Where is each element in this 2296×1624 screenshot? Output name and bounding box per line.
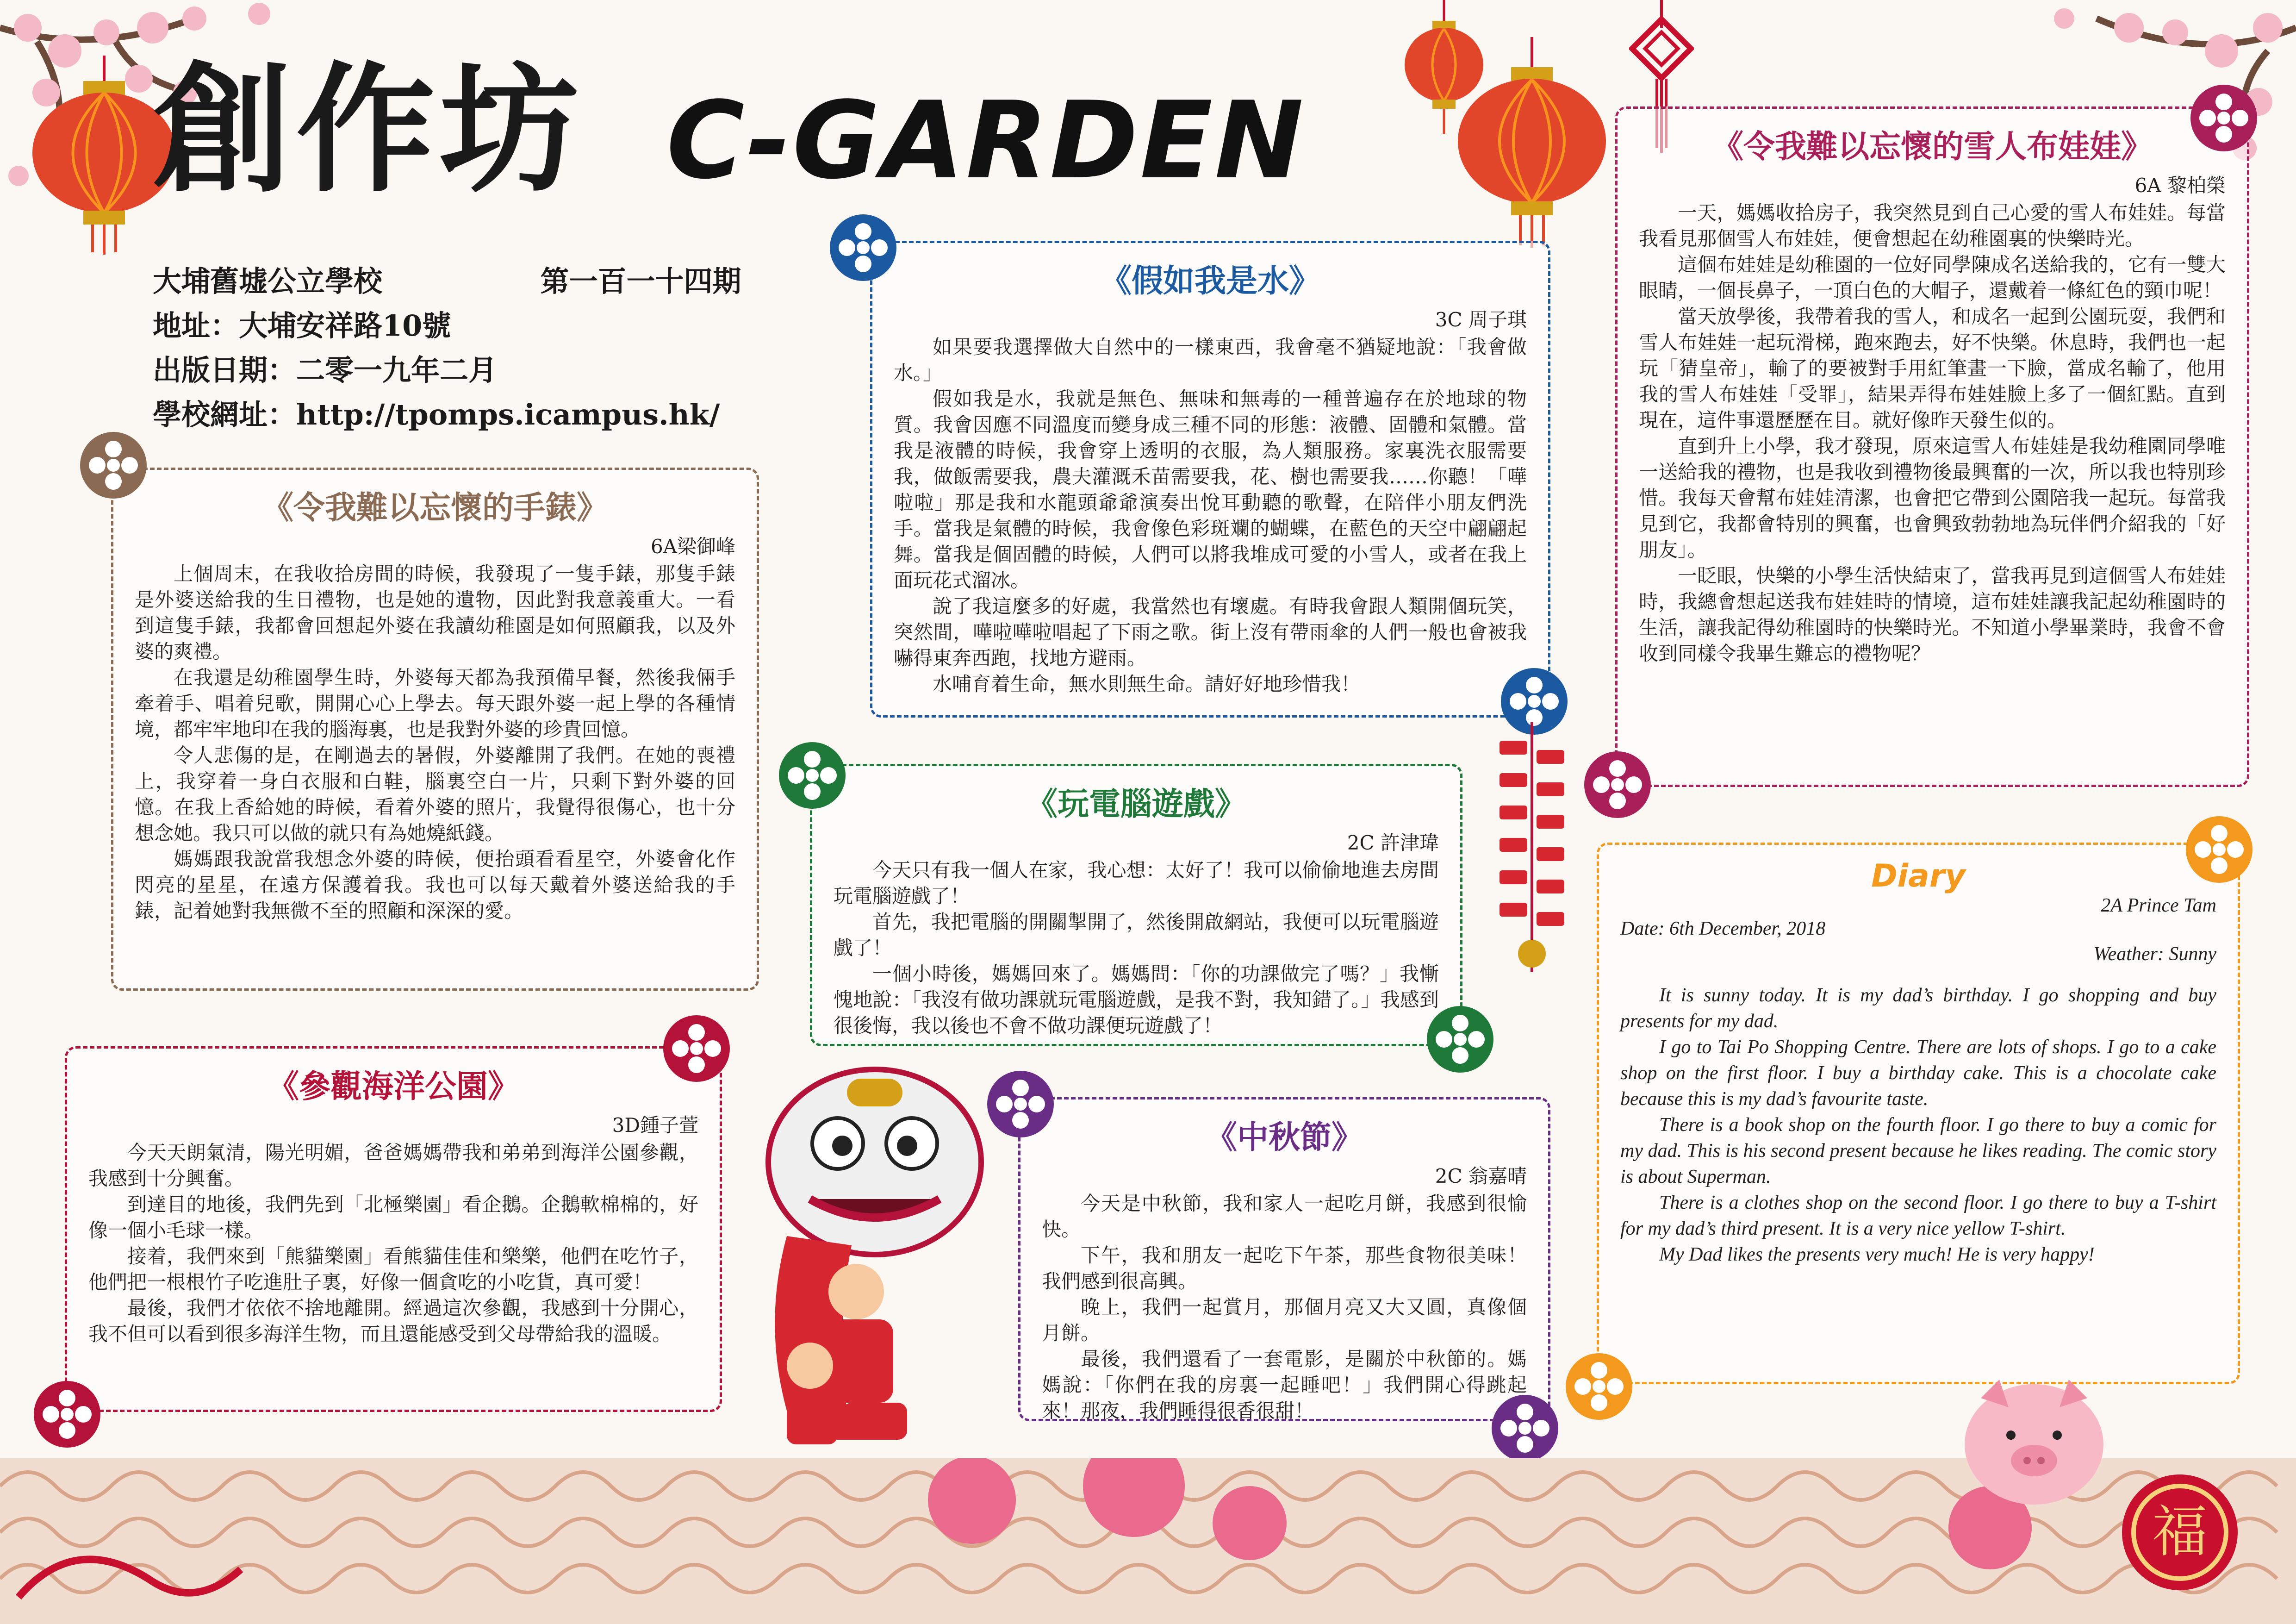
article-ocean-author: 3D鍾子萱 xyxy=(612,1114,698,1137)
diary-meta xyxy=(1620,894,2216,964)
flower-badge-icon xyxy=(79,431,148,500)
school-info xyxy=(153,259,824,437)
school-name: 大埔舊墟公立學校 第一百一十四期 xyxy=(153,264,741,298)
lantern-right xyxy=(1453,37,1611,250)
flower-badge-icon xyxy=(662,1014,731,1083)
article-midautumn-author: 2C 翁嘉晴 xyxy=(1435,1165,1527,1187)
article-midautumn xyxy=(1018,1097,1550,1421)
article-game-author: 2C 許津瑋 xyxy=(1347,831,1439,854)
article-doll xyxy=(1615,106,2249,787)
wave-pattern-band xyxy=(0,1458,2296,1624)
flower-badge-icon xyxy=(1425,1005,1495,1074)
flower-badge-icon xyxy=(2189,83,2259,153)
flower-badge-icon xyxy=(828,213,898,282)
firecracker-icon xyxy=(1490,722,1574,981)
fu-character: 福 xyxy=(2152,1500,2208,1564)
flower-badge-icon xyxy=(2184,815,2254,884)
article-midautumn-body: 今天是中秋節，我和家人一起吃月餅，我感到很愉快。 下午，我和朋友一起吃下午茶，那些食物很美味！我們感到很高興。 晚上，我們一起賞月，那個月亮又大又圓，真像個月餅。 最後，我們還看了一套電影，是關於中秋節的。媽媽說：「你們在我的房裏一起睡吧！」我們開心得跳起來！那夜，我們睡得很香很甜！ xyxy=(1042,1192,1527,1422)
flower-badge-icon xyxy=(778,741,847,810)
fu-seal-icon xyxy=(2120,1472,2240,1593)
article-doll-author: 6A 黎柏榮 xyxy=(2134,174,2226,197)
flower-badge-icon xyxy=(1490,1393,1560,1463)
article-watch-author: 6A梁御峰 xyxy=(650,535,735,558)
article-game-title: 《玩電腦遊戲》 xyxy=(1026,786,1246,823)
article-diary-title: Diary xyxy=(1871,858,1966,894)
flower-badge-icon xyxy=(1583,750,1652,819)
article-game-body: 今天只有我一個人在家，我心想：太好了！我可以偷偷地進去房間玩電腦遊戲了！ 首先，我把電腦的開關掣開了，然後開啟網站，我便可以玩電腦遊戲了！ 一個小時後，媽媽回來了。媽媽問：「你的功課做完了嗎？」我慚愧地說：「我沒有做功課就玩電腦遊戲，是我不對，我知錯了。」我感到很後悔，我以後也不會不做功課便玩遊戲了！ xyxy=(834,859,1439,1037)
article-water-body: 如果要我選擇做大自然中的一樣東西，我會毫不猶疑地說：「我會做水。」 假如我是水，我就是無色、無味和無毒的一種普遍存在於地球的物質。我會因應不同溫度而變身成三種不同的形態：液體、固體和氣體。當我是液體的時候，我會穿上透明的衣服，為人類服務。家裏洗衣服需要我，做飯需要我，農夫灌溉禾苗需要我，花、樹也需要我……你聽！「嘩啦啦」那是我和水龍頭爺爺演奏出悅耳動聽的歌聲，在陪伴小朋友們洗手。當我是氣體的時候，我會像色彩斑斕的蝴蝶，在藍色的天空中翩翩起舞。當我是個固體的時候，人們可以將我堆成可愛的小雪人，或者在我上面玩花式溜冰。 說了我這麼多的好處，我當然也有壞處。有時我會跟人類開個玩笑，突然間，嘩啦嘩啦唱起了下雨之歌。街上沒有帶雨傘的人們一般也會被我嚇得東奔西跑，找地方避雨。 水哺育着生命，無水則無生命。請好好地珍惜我！ xyxy=(894,336,1527,695)
diary-date: Date: 6th December, 2018 xyxy=(1620,918,1826,939)
article-watch xyxy=(111,468,759,991)
school-website[interactable]: 學校網址：http://tpomps.icampus.hk/ xyxy=(153,398,720,431)
article-ocean-body: 今天天朗氣清，陽光明媚，爸爸媽媽帶我和弟弟到海洋公園參觀，我感到十分興奮。 到達目的地後，我們先到「北極樂園」看企鵝。企鵝軟棉棉的，好像一個小毛球一樣。 接着，我們來到「熊貓樂園」看熊貓佳佳和樂樂，他們在吃竹子，他們把一根根竹子吃進肚子裏，好像一個貪吃的小吃貨，真可愛！ 最後，我們才依依不捨地離開。經過這次參觀，我感到十分開心，我不但可以看到很多海洋生物，而且還能感受到父母帶給我的溫暖。 xyxy=(88,1141,698,1345)
school-address: 地址：大埔安祥路10號 xyxy=(153,309,451,343)
article-diary xyxy=(1597,843,2240,1384)
masthead-title-english: C-GARDEN xyxy=(666,79,1306,203)
pig-illustration xyxy=(1958,1370,2110,1509)
article-doll-body: 一天，媽媽收拾房子，我突然見到自己心愛的雪人布娃娃。每當我看見那個雪人布娃娃，便會想起在幼稚園裏的快樂時光。 這個布娃娃是幼稚園的一位好同學陳成名送給我的，它有一雙大眼睛，一個長鼻子，一頂白色的大帽子，還戴着一條紅色的頸巾呢！ 當天放學後，我帶着我的雪人，和成名一起到公園玩耍，我們和雪人布娃娃一起玩滑梯，跑來跑去，好不快樂。休息時，我們也一起玩「猜皇帝」，輸了的要被對手用紅筆畫一下臉，當成名輸了，他用我的雪人布娃娃「受罪」，結果弄得布娃娃臉上多了一個紅點。直到現在，這件事還歷歷在目。就好像昨天發生似的。 直到升上小學，我才發現，原來這雪人布娃娃是我幼稚園同學唯一送給我的禮物，也是我收到禮物後最興奮的一次，所以我也特別珍惜。我每天會幫布娃娃清潔，也會把它帶到公園陪我一起玩。每當我見到它，我都會特別的興奮，也會興致勃勃地為玩伴們介紹我的「好朋友」。 一眨眼，快樂的小學生活快結束了，當我再見到這個雪人布娃娃時，我總會想起送我布娃娃時的情境，這布娃娃讓我記起幼稚園時的生活，讓我記得幼稚園時的快樂時光。不知道小學畢業時，我會不會收到同樣令我畢生難忘的禮物呢？ xyxy=(1639,201,2226,665)
article-water-author: 3C 周子琪 xyxy=(1435,308,1527,331)
issue-number: 第一百一十四期 xyxy=(540,264,741,298)
flower-badge-icon xyxy=(1564,1352,1634,1421)
article-midautumn-title: 《中秋節》 xyxy=(1205,1119,1363,1156)
diary-author: 2A Prince Tam xyxy=(2101,895,2216,916)
flower-badge-icon xyxy=(986,1069,1055,1139)
article-water-title: 《假如我是水》 xyxy=(1100,262,1320,300)
diary-weather: Weather: Sunny xyxy=(2093,943,2216,965)
article-watch-title: 《令我難以忘懷的手錶》 xyxy=(261,489,608,526)
article-doll-title: 《令我難以忘懷的雪人布娃娃》 xyxy=(1711,128,2153,165)
flower-badge-icon xyxy=(32,1380,102,1449)
article-ocean-title: 《參觀海洋公園》 xyxy=(267,1068,519,1105)
masthead-title-chinese: 創作坊 xyxy=(153,48,583,211)
article-watch-body: 上個周末，在我收拾房間的時候，我發現了一隻手錶，那隻手錶是外婆送給我的生日禮物，也是她的遺物，因此對我意義重大。一看到這隻手錶，我都會回想起外婆在我讀幼稚園是如何照顧我，以及外婆的爽禮。 在我還是幼稚園學生時，外婆每天都為我預備早餐，然後我倆手牽着手、唱着兒歌，開開心心上學去。每天跟外婆一起上學的各種情境，都牢牢地印在我的腦海裏，也是我對外婆的珍貴回憶。 令人悲傷的是，在剛過去的暑假，外婆離開了我們。在她的喪禮上，我穿着一身白衣服和白鞋，腦裏空白一片，只剩下對外婆的回憶。在我上香給她的時候，看着外婆的照片，我覺得很傷心，也十分想念她。我只可以做的就只有為她燒紙錢。 媽媽跟我說當我想念外婆的時候，便抬頭看看星空，外婆會化作閃亮的星星，在遠方保護着我。我也可以每天戴着外婆送給我的手錶，記着她對我無微不至的照顧和深深的愛。 xyxy=(135,562,735,922)
article-water xyxy=(870,241,1550,718)
publish-date: 出版日期：二零一九年二月 xyxy=(153,353,498,387)
article-diary-body: It is sunny today. It is my dad’s birthday. I go shopping and buy presents for my dad. I go to Tai Po Shopping Centre. There are lots of shops. I go to a cake shop on the first floor. I buy a birthday cake. This is a chocolate cake because this is my dad’s favourite taste. There is a book shop on the fourth floor. I go there to buy a comic for my dad. This is his second present because he likes reading. The comic story is about Superman. There is a clothes shop on the second floor. I go there to buy a T-shirt for my dad’s third present. It is a very nice yellow T-shirt. My Dad likes the presents very much! He is very happy! xyxy=(1620,985,2216,1265)
article-ocean xyxy=(65,1046,722,1412)
article-game xyxy=(810,764,1462,1046)
lion-dance-illustration xyxy=(731,1060,1018,1454)
